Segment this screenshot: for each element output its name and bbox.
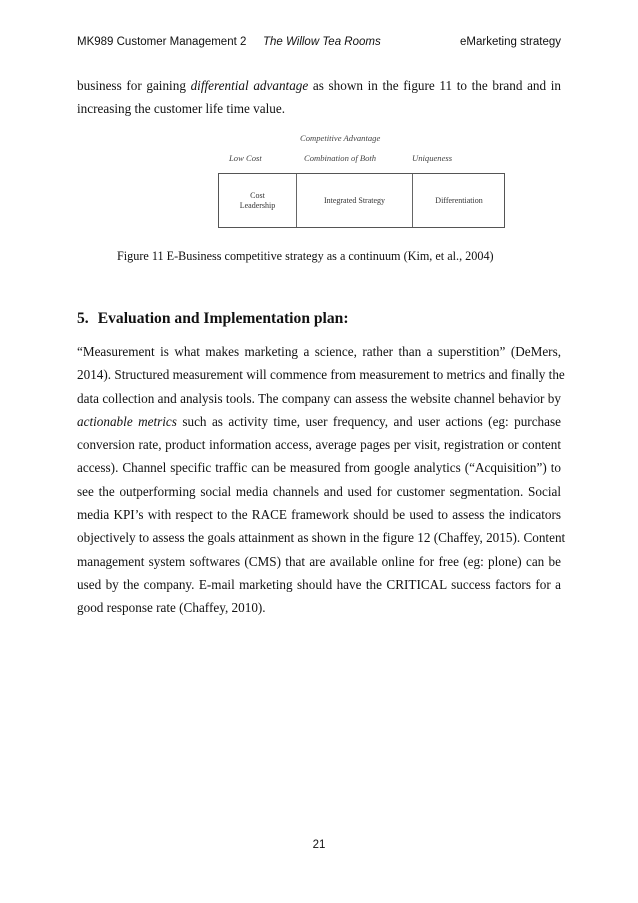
page-number: 21 (312, 839, 326, 851)
intro-paragraph (77, 74, 561, 121)
figure-axis-low-cost: Low Cost (229, 153, 262, 163)
intro-line: increasing the customer life time value. (77, 101, 285, 117)
figure-caption: Figure 11 E-Business competitive strategy as a continuum (Kim, et al., 2004) (117, 249, 494, 263)
figure-heading: Competitive Advantage (300, 133, 381, 143)
body-line: objectively to assess the goals attainment as shown in the figure 12 (Chaffey, 2015). Content (77, 530, 566, 546)
body-paragraph (77, 340, 566, 620)
figure-cell-cost-leadership: Cost Leadership (239, 190, 276, 210)
section-title: Evaluation and Implementation plan: (97, 310, 349, 327)
header-topic: eMarketing strategy (460, 36, 561, 48)
page-header (77, 36, 561, 52)
figure-competitive-strategy (200, 128, 520, 240)
body-line: good response rate (Chaffey, 2010). (77, 600, 266, 616)
body-line: management system softwares (CMS) that are available online for free (eg: plone) can be (77, 553, 561, 569)
header-course: MK989 Customer Management 2 (77, 36, 247, 48)
body-line: access). Channel specific traffic can be measured from google analytics (“Acquisition”) to (77, 460, 561, 476)
body-line: used by the company. E-mail marketing should have the CRITICAL success factors for a (77, 576, 561, 592)
header-title: The Willow Tea Rooms (263, 36, 381, 48)
body-line: media KPI’s with respect to the RACE framework should be used to assess the indicators (77, 507, 561, 523)
figure-continuum-box (218, 173, 505, 228)
section-heading (77, 310, 349, 328)
figure-cell-integrated-strategy: Integrated Strategy (323, 195, 386, 205)
body-line: conversion rate, product information access, average pages per visit, registration or content (77, 437, 561, 453)
body-line: data collection and analysis tools. The company can assess the website channel behavior by (77, 390, 561, 406)
body-line: 2014). Structured measurement will commence from measurement to metrics and finally the (77, 367, 565, 383)
emphasis-differential-advantage: differential advantage (190, 78, 309, 93)
section-number: 5. (77, 310, 89, 327)
figure-axis-combination: Combination of Both (304, 153, 377, 163)
intro-line: business for gaining differential advantage as shown in the figure 11 to the brand and in (77, 78, 562, 93)
body-line: “Measurement is what makes marketing a science, rather than a superstition” (DeMers, (77, 344, 561, 359)
body-line: actionable metrics such as activity time, user frequency, and user actions (eg: purchase (77, 413, 561, 429)
body-line: see the outperforming social media channels and used for customer segmentation. Social (77, 483, 561, 499)
figure-axis-uniqueness: Uniqueness (412, 153, 453, 163)
figure-cell-differentiation: Differentiation (435, 195, 483, 205)
emphasis-actionable-metrics: actionable metrics (77, 413, 177, 429)
